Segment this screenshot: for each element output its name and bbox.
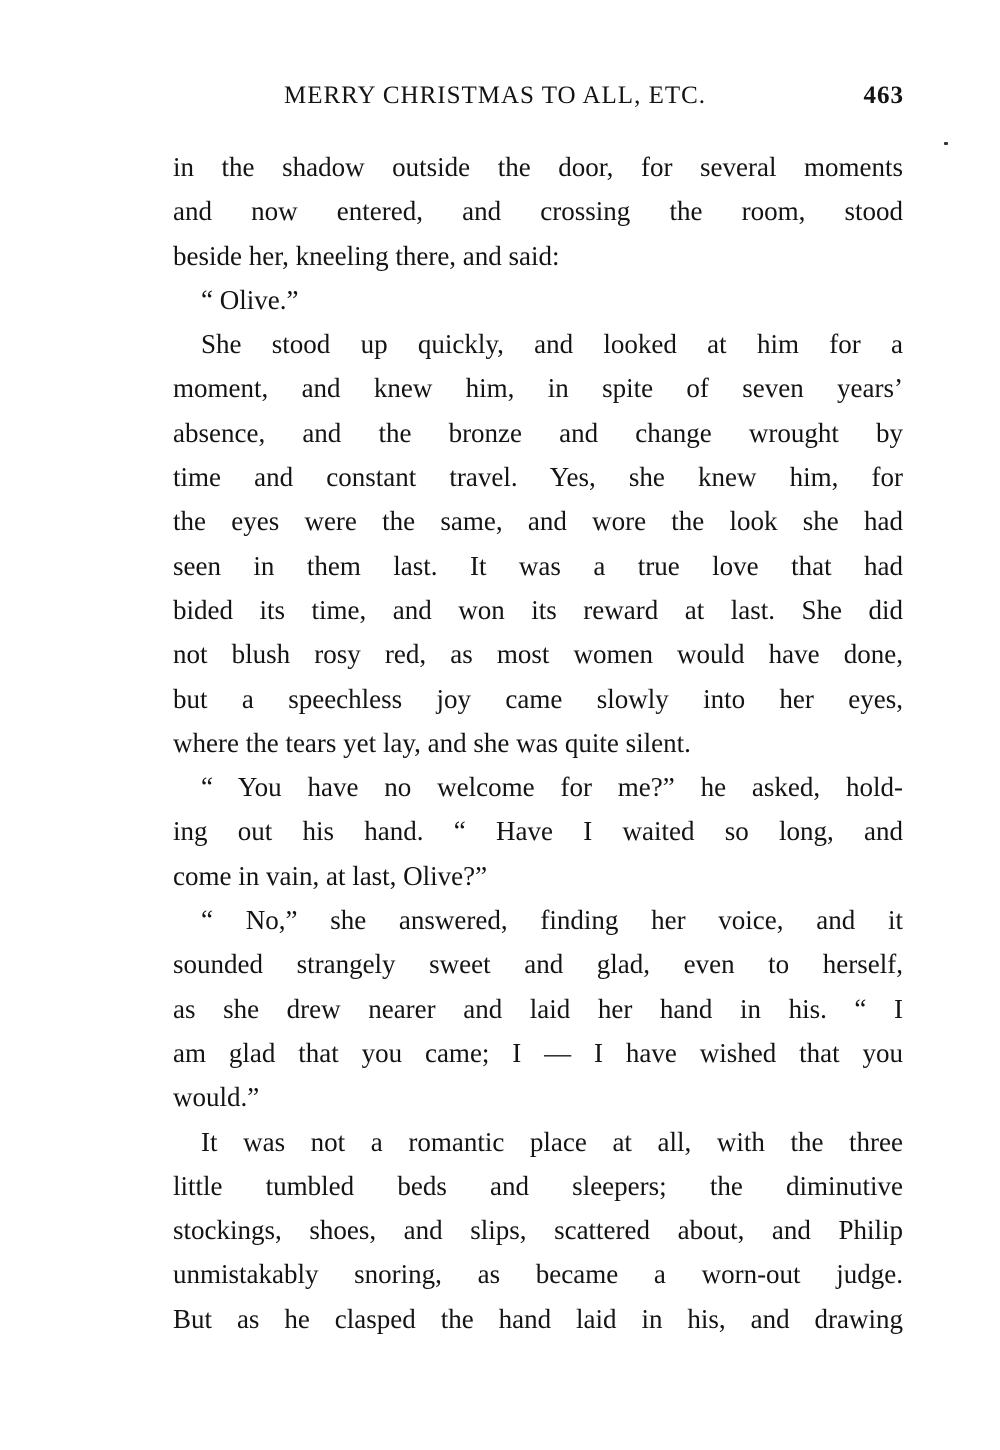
text-line: little tumbled beds and sleepers; the diminutive	[173, 1170, 903, 1201]
text-line: bided its time, and won its reward at last. She did	[173, 594, 903, 625]
text-line: moment, and knew him, in spite of seven years’	[173, 373, 903, 404]
text-line: and now entered, and crossing the room, stood	[173, 196, 903, 227]
text-line: but a speechless joy came slowly into her eyes,	[173, 683, 903, 714]
page-number: 463	[863, 82, 904, 109]
text-line: unmistakably snoring, as became a worn-out judge.	[173, 1259, 903, 1290]
text-line: would.”	[173, 1082, 260, 1113]
text-body	[173, 145, 903, 1341]
text-line: stockings, shoes, and slips, scattered about, and Philip	[173, 1215, 903, 1246]
text-line: as she drew nearer and laid her hand in his. “ I	[173, 993, 903, 1024]
text-line: in the shadow outside the door, for several moments	[173, 152, 903, 182]
text-line: absence, and the bronze and change wrought by	[173, 417, 903, 448]
text-line: the eyes were the same, and wore the look she had	[173, 506, 903, 537]
running-title: MERRY CHRISTMAS TO ALL, ETC.	[284, 82, 707, 109]
text-line: “ Olive.”	[201, 284, 299, 315]
text-line: “ No,” she answered, finding her voice, and it	[201, 905, 903, 936]
text-line: time and constant travel. Yes, she knew him, for	[173, 462, 903, 493]
text-line: She stood up quickly, and looked at him for a	[201, 329, 903, 360]
text-line: ing out his hand. “ Have I waited so long, and	[173, 816, 903, 847]
running-header	[284, 82, 904, 118]
text-line: seen in them last. It was a true love that had	[173, 550, 903, 581]
text-line: come in vain, at last, Olive?”	[173, 860, 488, 891]
text-line: am glad that you came; I — I have wished that you	[173, 1037, 903, 1068]
text-line: “ You have no welcome for me?” he asked, hold-	[201, 772, 903, 803]
text-line: where the tears yet lay, and she was quite silent.	[173, 727, 691, 758]
text-line: sounded strangely sweet and glad, even to herself,	[173, 949, 903, 980]
text-line: not blush rosy red, as most women would have done,	[173, 639, 903, 670]
text-line: It was not a romantic place at all, with the three	[201, 1126, 903, 1157]
text-line: But as he clasped the hand laid in his, and drawing	[173, 1303, 903, 1334]
text-line: beside her, kneeling there, and said:	[173, 240, 560, 271]
ink-speck	[944, 142, 948, 145]
